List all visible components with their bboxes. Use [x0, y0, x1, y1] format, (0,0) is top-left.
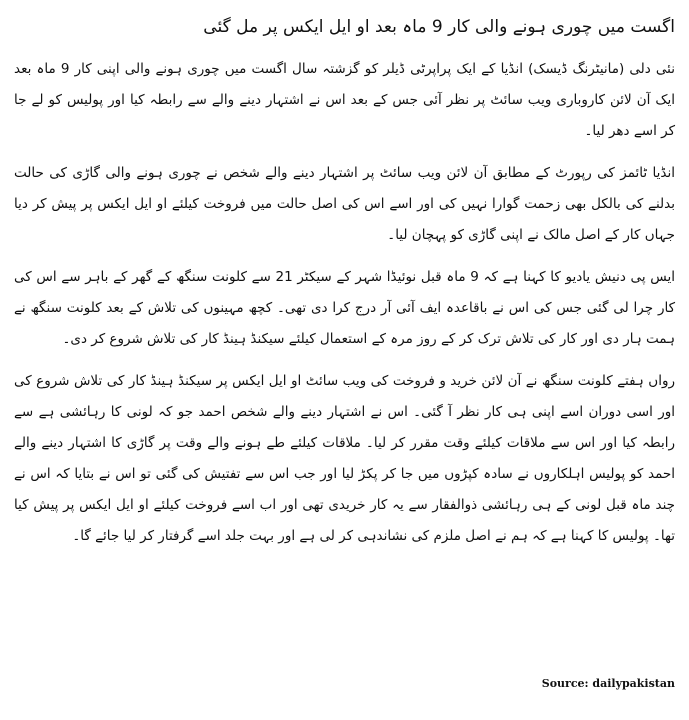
- source-credit: Source: dailypakistan: [541, 677, 675, 690]
- article-paragraph-4: رواں ہفتے کلونت سنگھ نے آن لائن خرید و فروخت کی ویب سائٹ او ایل ایکس پر سیکنڈ ہینڈ کار کی تلاش شروع کی اور اسی دوران اسے اپنی ہی کار نظر آ گئی۔ اس نے اشتہار دینے والے شخص احمد جو کہ لونی کا رہائشی ہے سے رابطہ کیا اور اس سے ملاقات کیلئے وقت مقرر کر لیا۔ ملاقات کیلئے طے ہونے والے وقت پر گاڑی کا اشتہار دینے والے احمد کو پولیس اہلکاروں نے سادہ کپڑوں میں جا کر پکڑ لیا اور جب اس سے تفتیش کی گئی تو اس نے بتایا کہ اس نے چند ماہ قبل لونی کے ہی رہائشی ذوالفقار سے یہ کار خریدی تھی اور اب اسے فروخت کیلئے او ایل ایکس پر پیش کیا تھا۔ پولیس کا کہنا ہے کہ ہم نے اصل ملزم کی نشاندہی کر لی ہے اور بہت جلد اسے گرفتار کر لیا جائے گا۔: [14, 373, 675, 544]
- article-paragraph-3: ایس پی دنیش یادیو کا کہنا ہے کہ 9 ماہ قبل نوئیڈا شہر کے سیکٹر 21 سے کلونت سنگھ کے گھر کے باہر سے اس کی کار چرا لی گئی جس کی اس نے باقاعدہ ایف آئی آر درج کرا دی تھی۔ کچھ مہینوں کی تلاش کے بعد کلونت سنگھ نے ہمت ہار دی اور کار کی تلاش ترک کر کے روز مرہ کے استعمال کیلئے سیکنڈ ہینڈ کار کی تلاش شروع کر دی۔: [14, 269, 675, 347]
- article-title: اگست میں چوری ہونے والی کار 9 ماہ بعد او ایل ایکس پر مل گئی: [203, 17, 675, 37]
- article-paragraph-2: انڈیا ٹائمز کی رپورٹ کے مطابق آن لائن ویب سائٹ پر اشتہار دینے والے شخص نے چوری ہونے والی گاڑی کی حالت بدلنے کی بالکل بھی زحمت گوارا نہیں کی اور اسے اس کی اصل حالت میں فروخت کیلئے او ایل ایکس پر پیش کر دیا جہاں کار کے اصل مالک نے اپنی گاڑی کو پہچان لیا۔: [14, 165, 675, 243]
- article-paragraph-1: نئی دلی (مانیٹرنگ ڈیسک) انڈیا کے ایک پراپرٹی ڈیلر کو گزشتہ سال اگست میں چوری ہونے والی اپنی کار 9 ماہ بعد ایک آن لائن کاروباری ویب سائٹ پر نظر آئی جس کے بعد اس نے اشتہار دینے والے سے رابطہ کیا اور پولیس کو لے جا کر اسے دھر لیا۔: [14, 61, 675, 139]
